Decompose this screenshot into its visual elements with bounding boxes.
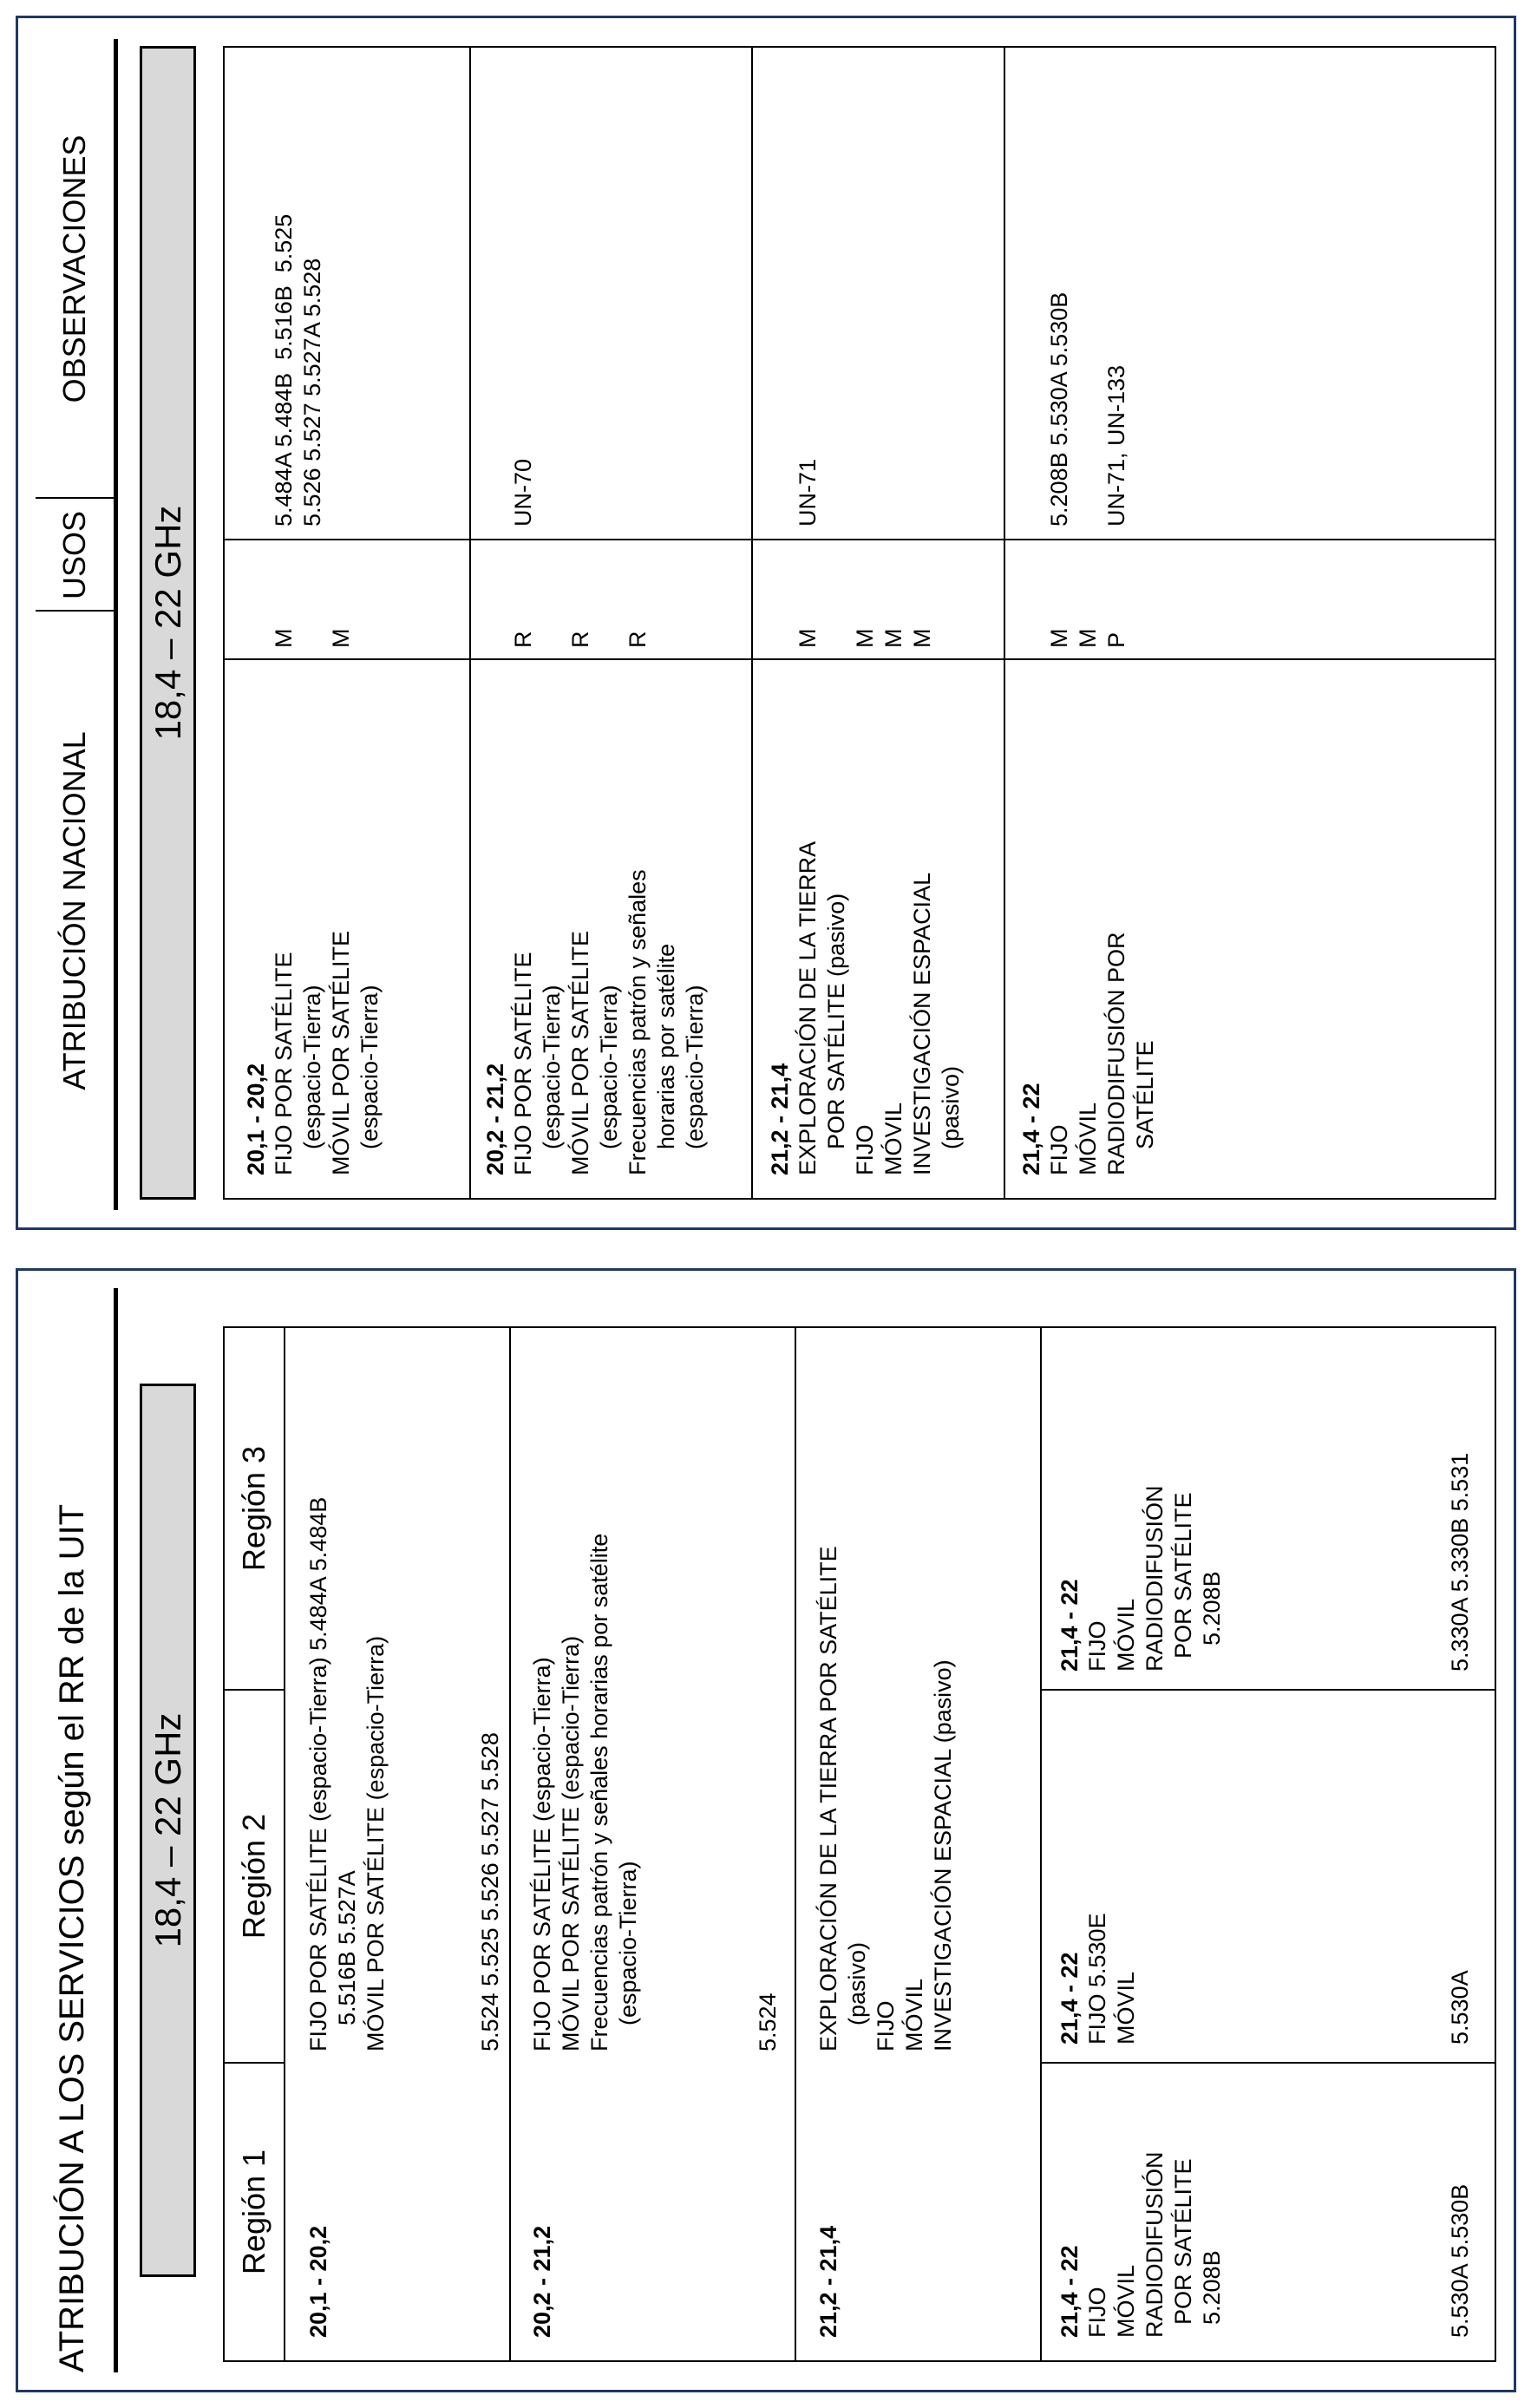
row-range: 21,4 - 22: [1018, 1083, 1044, 1175]
row-services: FIJO POR SATÉLITE (espacio-Tierra) MÓVIL POR SATÉLITE (espacio-Tierra) Frecuencias patrón y señales horarias por satélite (espacio-Tierra): [529, 1533, 641, 2051]
row-range: 20,2 - 21,2: [482, 1063, 508, 1175]
col-divider: [225, 658, 1495, 660]
frequency-band-banner: [140, 46, 196, 1200]
region1-range: 21,4 - 22: [1057, 2245, 1083, 2338]
band-label: 18,4 – 22 GHz: [147, 1712, 188, 1948]
region1-services: FIJO MÓVIL RADIODIFUSIÓN POR SATÉLITE 5.208B: [1084, 2151, 1225, 2338]
col-divider: [1040, 1689, 1496, 1691]
frequency-band-banner: [140, 1384, 196, 2277]
region2-notes: 5.530A: [1447, 1970, 1473, 2045]
region3-notes: 5.330A 5.330B 5.531: [1447, 1452, 1473, 1672]
band-label: 18,4 – 22 GHz: [147, 505, 188, 741]
row-observaciones: 5.484A 5.484B 5.516B 5.525 5.526 5.527 5.527A 5.528: [271, 213, 325, 527]
header-label: Región 2: [236, 1813, 272, 1940]
row-range: 21,2 - 21,4: [767, 1063, 793, 1175]
row-notes: 5.524 5.525 5.526 5.527 5.528: [477, 1732, 503, 2051]
header-divider: [36, 497, 114, 499]
header-region-2: [223, 1689, 285, 2064]
page-title: ATRIBUCIÓN A LOS SERVICIOS según el RR de la UIT: [53, 1503, 91, 2372]
row-usos: M M: [271, 628, 354, 648]
title-separator: [114, 1288, 118, 2372]
header-region-1: [223, 2062, 285, 2362]
row-range: 21,2 - 21,4: [815, 2225, 841, 2338]
row-range: 20,1 - 20,2: [243, 1063, 269, 1175]
row-usos: M M P: [1046, 628, 1129, 648]
row-range: 20,2 - 21,2: [529, 2225, 555, 2338]
row-observaciones: UN-71: [795, 458, 821, 527]
row-usos: R R R: [510, 631, 651, 648]
row-divider: [795, 1326, 796, 2362]
header-separator: [114, 39, 118, 1210]
row-observaciones: 5.208B 5.530A 5.530B UN-71, UN-133: [1046, 291, 1129, 527]
row-services: FIJO MÓVIL RADIODIFUSIÓN POR SATÉLITE: [1046, 932, 1158, 1175]
region2-services: FIJO 5.530E MÓVIL: [1084, 1913, 1139, 2045]
row-observaciones: UN-70: [510, 458, 536, 527]
region3-services: FIJO MÓVIL RADIODIFUSIÓN POR SATÉLITE 5.208B: [1084, 1485, 1225, 1672]
row-services: EXPLORACIÓN DE LA TIERRA POR SATÉLITE (pasivo) FIJO MÓVIL INVESTIGACIÓN ESPACIAL (pasivo): [795, 841, 964, 1175]
header-atribucion-nacional: [36, 612, 114, 1210]
header-label: OBSERVACIONES: [56, 134, 92, 403]
row-services: FIJO POR SATÉLITE (espacio-Tierra) 5.484A 5.484B 5.516B 5.527A MÓVIL POR SATÉLITE (espacio-Tierra): [305, 1496, 389, 2051]
col-divider: [1040, 2062, 1496, 2064]
row-services: FIJO POR SATÉLITE (espacio-Tierra) MÓVIL POR SATÉLITE (espacio-Tierra): [271, 930, 383, 1175]
region1-notes: 5.530A 5.530B: [1447, 2183, 1473, 2338]
row-notes: 5.524: [755, 1992, 781, 2051]
national-allocation-page: [16, 16, 1516, 1230]
row-divider: [1040, 1326, 1042, 2362]
header-label: ATRIBUCIÓN NACIONAL: [56, 731, 92, 1090]
row-services: FIJO POR SATÉLITE (espacio-Tierra) MÓVIL POR SATÉLITE (espacio-Tierra) Frecuencias patrón y señales horarias por satélite (espacio-Tierra): [510, 869, 708, 1175]
row-divider: [1004, 46, 1005, 1200]
header-usos: [36, 499, 114, 612]
header-region-3: [223, 1326, 285, 1691]
col-divider: [225, 539, 1495, 540]
row-divider: [751, 46, 753, 1200]
itu-allocation-page: [16, 1268, 1516, 2392]
header-label: Región 3: [236, 1445, 272, 1572]
region3-range: 21,4 - 22: [1057, 1579, 1083, 1672]
row-divider: [469, 46, 471, 1200]
header-observaciones: [36, 39, 114, 499]
row-divider: [509, 1326, 511, 2362]
header-label: Región 1: [236, 2149, 272, 2275]
header-label: USOS: [56, 510, 92, 600]
row-services: EXPLORACIÓN DE LA TIERRA POR SATÉLITE (pasivo) FIJO MÓVIL INVESTIGACIÓN ESPACIAL (pasivo): [815, 1546, 956, 2051]
header-divider: [36, 610, 114, 612]
region2-range: 21,4 - 22: [1057, 1952, 1083, 2045]
row-range: 20,1 - 20,2: [305, 2225, 331, 2338]
row-usos: M M M M: [795, 628, 935, 648]
